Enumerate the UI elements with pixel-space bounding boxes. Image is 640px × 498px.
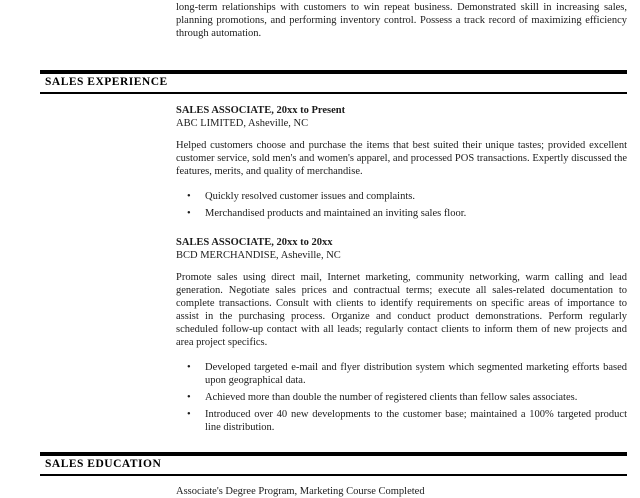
job-bullet-list: [176, 361, 627, 434]
bullet-item: • Quickly resolved customer issues and complaints.: [176, 190, 627, 203]
section-header-experience: [40, 70, 627, 94]
divider-bar-bottom: [40, 92, 627, 94]
divider-bar-bottom: [40, 474, 627, 476]
section-header-education: [40, 452, 627, 476]
education-degree-line: Associate's Degree Program, Marketing Course Completed: [176, 486, 425, 497]
job-summary: Helped customers choose and purchase the items that best suited their unique tastes; provided excellent customer service, sold men's and women's apparel, and processed POS transactions. Expertly discussed the features, merits, and quality of merchandise.: [176, 140, 627, 177]
section-heading-education: SALES EDUCATION: [45, 458, 162, 470]
job-bullet-list: [176, 190, 627, 220]
experience-content: [176, 104, 627, 434]
section-heading-experience: SALES EXPERIENCE: [45, 76, 168, 88]
summary-intro-text: long-term relationships with customers to win repeat business. Demonstrated skill in increasing sales, planning promotions, and performing inventory control. Possess a track record of maximizing efficiency through automation.: [176, 2, 627, 39]
job-entry-1: [176, 104, 627, 220]
job-summary: Promote sales using direct mail, Internet marketing, community networking, warm calling and lead generation. Negotiate sales prices and contractual terms; execute all sales-related documentation to complete transactions. Consult with clients to identify requirements on specific areas of importance to assist in the purchasing process. Organize and conduct product demonstrations. Perform regularly scheduled follow-up contact with all leads; regularly contact clients to inform them of new projects and area project specifics.: [176, 272, 627, 348]
job-company: ABC LIMITED, Asheville, NC: [176, 118, 309, 129]
bullet-item: • Merchandised products and maintained an inviting sales floor.: [176, 207, 627, 220]
bullet-item: • Developed targeted e-mail and flyer distribution system which segmented marketing efforts based upon geographical data.: [176, 361, 627, 387]
bullet-item: • Achieved more than double the number of registered clients than fellow sales associates.: [176, 391, 627, 404]
job-company: BCD MERCHANDISE, Asheville, NC: [176, 250, 341, 261]
bullet-item: • Introduced over 40 new developments to the customer base; maintained a 100% targeted product line distribution.: [176, 408, 627, 434]
job-entry-2: [176, 236, 627, 434]
job-title: SALES ASSOCIATE, 20xx to Present: [176, 105, 346, 116]
job-title: SALES ASSOCIATE, 20xx to 20xx: [176, 237, 333, 248]
